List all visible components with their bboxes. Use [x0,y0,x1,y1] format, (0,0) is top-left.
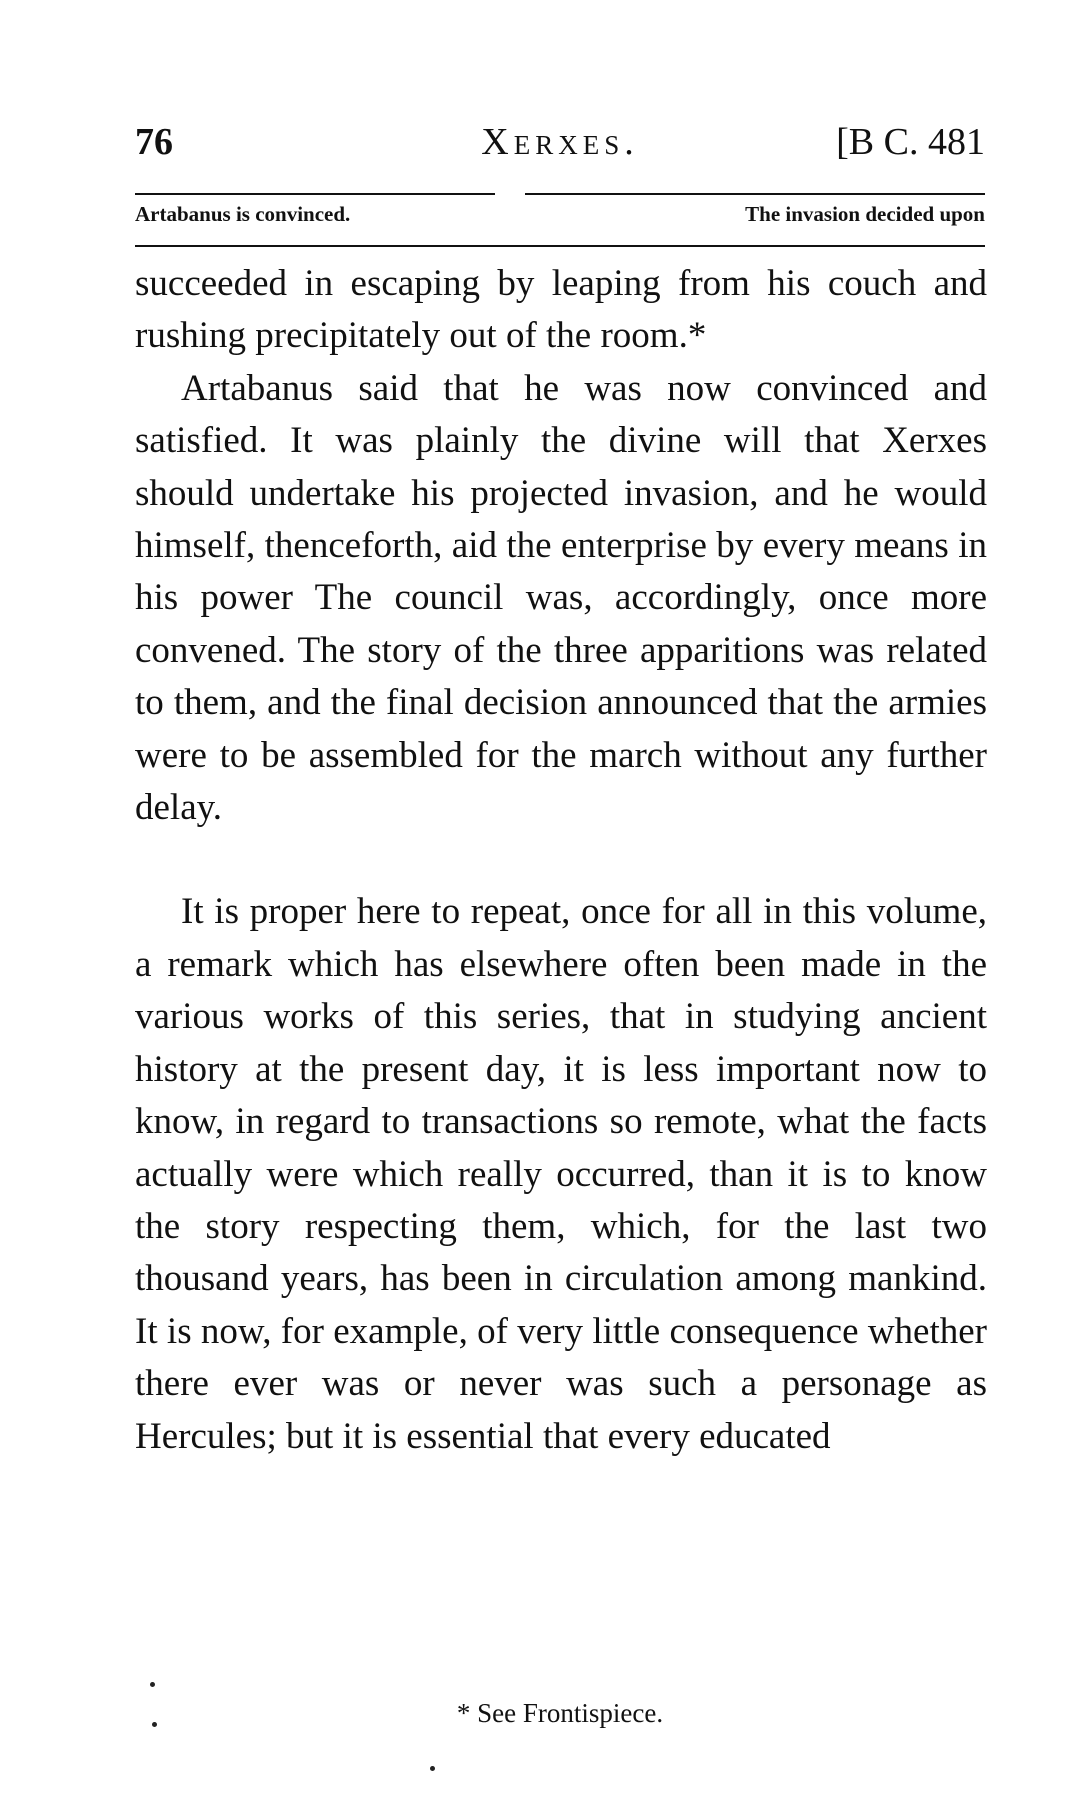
header-rule-right [525,193,985,195]
subheading-rule [135,245,985,247]
paragraph-remark: It is proper here to repeat, once for all in this volume, a remark which has elsewhere often been made in the various works of this series, that in studying ancient history at the present day, it is less important now to know, in regard to transactions so remote, what the facts actually were which really occurred, than it is to know the story respecting them, which, for the last two thousand years, has been in circulation among mankind. It is now, for example, of very little consequence whether there ever was or never was such a personage as Hercules; but it is essential that every educated [135,891,987,1457]
ink-speck [152,1722,157,1727]
header-rule-left [135,193,495,195]
ink-speck [150,1682,155,1687]
ink-speck [430,1766,435,1771]
date-reference: [B C. 481 [836,121,985,163]
paragraph-artabanus: Artabanus said that he was now convinced and satisfied. It was plainly the divine will that Xerxes should undertake his projected invasion, and he would himself, thenceforth, aid the enterprise by every means in his power The council was, accordingly, once more convened. The story of the three apparitions was related to them, and the final decision announced that the armies were to be assembled for the march without any further delay. [135,367,987,829]
marginal-subheadings [135,202,985,238]
running-title: Xerxes. [481,121,639,163]
page-number: 76 [135,121,173,163]
paragraph-continuation: succeeded in escaping by leaping from his couch and rushing precipitately out of the room.* [135,263,987,357]
subheading-right: The invasion decided upon [745,202,985,226]
subheading-left: Artabanus is convinced. [135,202,351,226]
running-header [135,120,985,180]
section-break [135,834,987,886]
footnote: * See Frontispiece. [456,1698,664,1728]
body-text [135,258,987,1463]
